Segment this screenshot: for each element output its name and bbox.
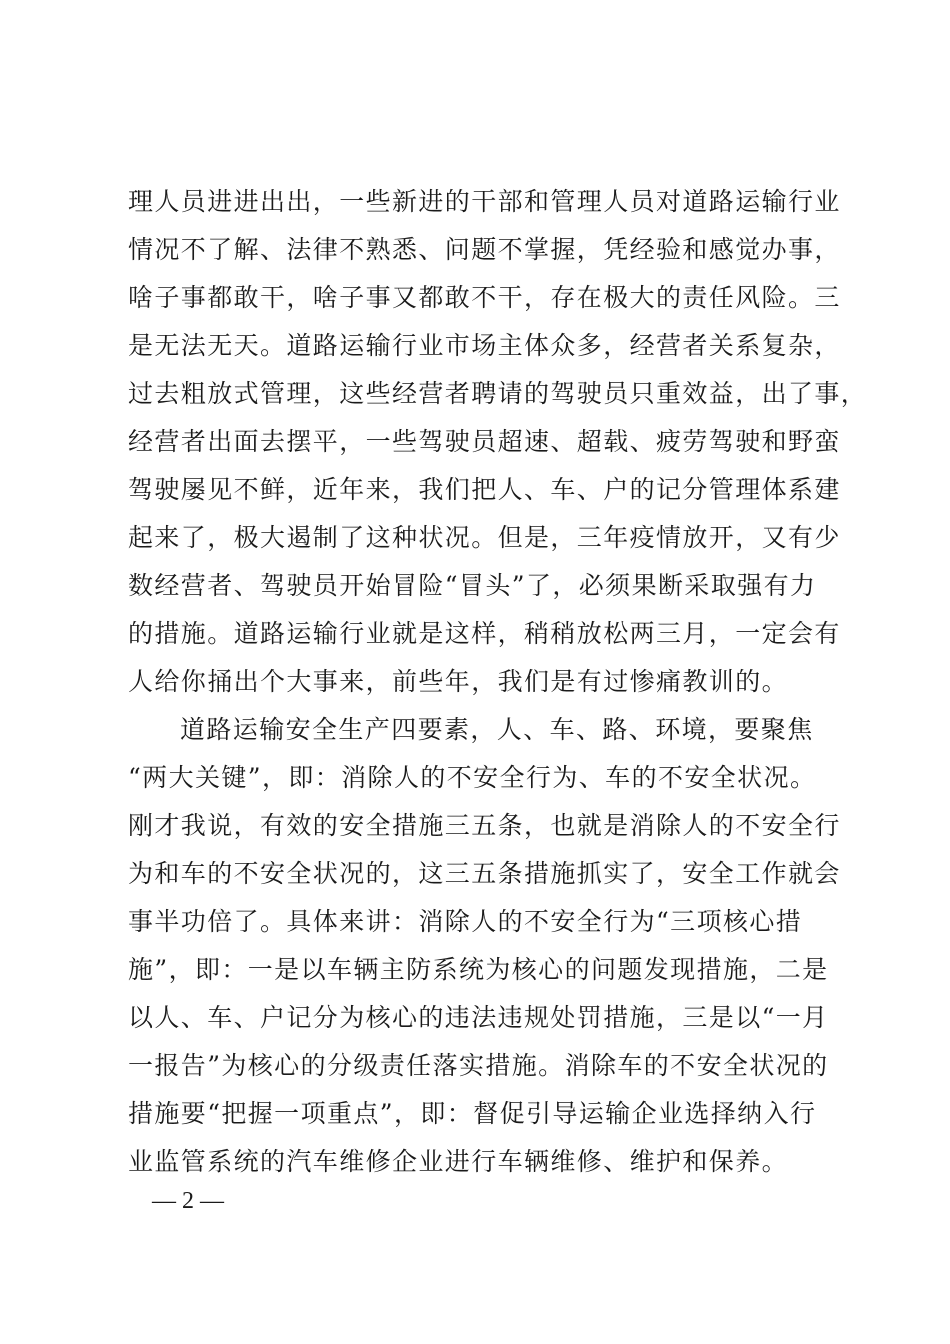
- text-line: 事半功倍了。具体来讲：消除人的不安全行为“三项核心措: [128, 907, 803, 936]
- text-line: 是无法无天。道路运输行业市场主体众多，经营者关系复杂，: [128, 331, 841, 360]
- text-line: 以人、车、户记分为核心的违法违规处罚措施，三是以“一月: [128, 1003, 829, 1032]
- text-line: 数经营者、驾驶员开始冒险“冒头”了，必须果断采取强有力: [128, 571, 817, 600]
- text-line: 情况不了解、法律不熟悉、问题不掌握，凭经验和感觉办事，: [128, 235, 841, 264]
- page-number: — 2 —: [152, 1188, 224, 1214]
- text-line: 起来了，极大遏制了这种状况。但是，三年疫情放开，又有少: [128, 523, 841, 552]
- text-line: 为和车的不安全状况的，这三五条措施抓实了，安全工作就会: [128, 859, 841, 888]
- text-line: 刚才我说，有效的安全措施三五条，也就是消除人的不安全行: [128, 811, 841, 840]
- text-line: “两大关键”，即：消除人的不安全行为、车的不安全状况。: [128, 763, 817, 792]
- text-line: 啥子事都敢干，啥子事又都敢不干，存在极大的责任风险。三: [128, 283, 841, 312]
- text-line: 业监管系统的汽车维修企业进行车辆维修、维护和保养。: [128, 1147, 789, 1176]
- text-line: 的措施。道路运输行业就是这样，稍稍放松两三月，一定会有: [128, 619, 841, 648]
- document-body: [128, 178, 868, 1186]
- text-line: 施”，即：一是以车辆主防系统为核心的问题发现措施，二是: [128, 955, 829, 984]
- text-line: 过去粗放式管理，这些经营者聘请的驾驶员只重效益，出了事，: [128, 379, 868, 408]
- text-line: 理人员进进出出，一些新进的干部和管理人员对道路运输行业: [128, 187, 841, 216]
- text-line: 人给你捅出个大事来，前些年，我们是有过惨痛教训的。: [128, 667, 789, 696]
- text-line: 经营者出面去摆平，一些驾驶员超速、超载、疲劳驾驶和野蛮: [128, 427, 841, 456]
- text-line: 驾驶屡见不鲜，近年来，我们把人、车、户的记分管理体系建: [128, 475, 841, 504]
- text-line: 一报告”为核心的分级责任落实措施。消除车的不安全状况的: [128, 1051, 829, 1080]
- text-line: 措施要“把握一项重点”，即：督促引导运输企业选择纳入行: [128, 1099, 817, 1128]
- paragraph-first-line: 道路运输安全生产四要素，人、车、路、环境，要聚焦: [180, 715, 814, 744]
